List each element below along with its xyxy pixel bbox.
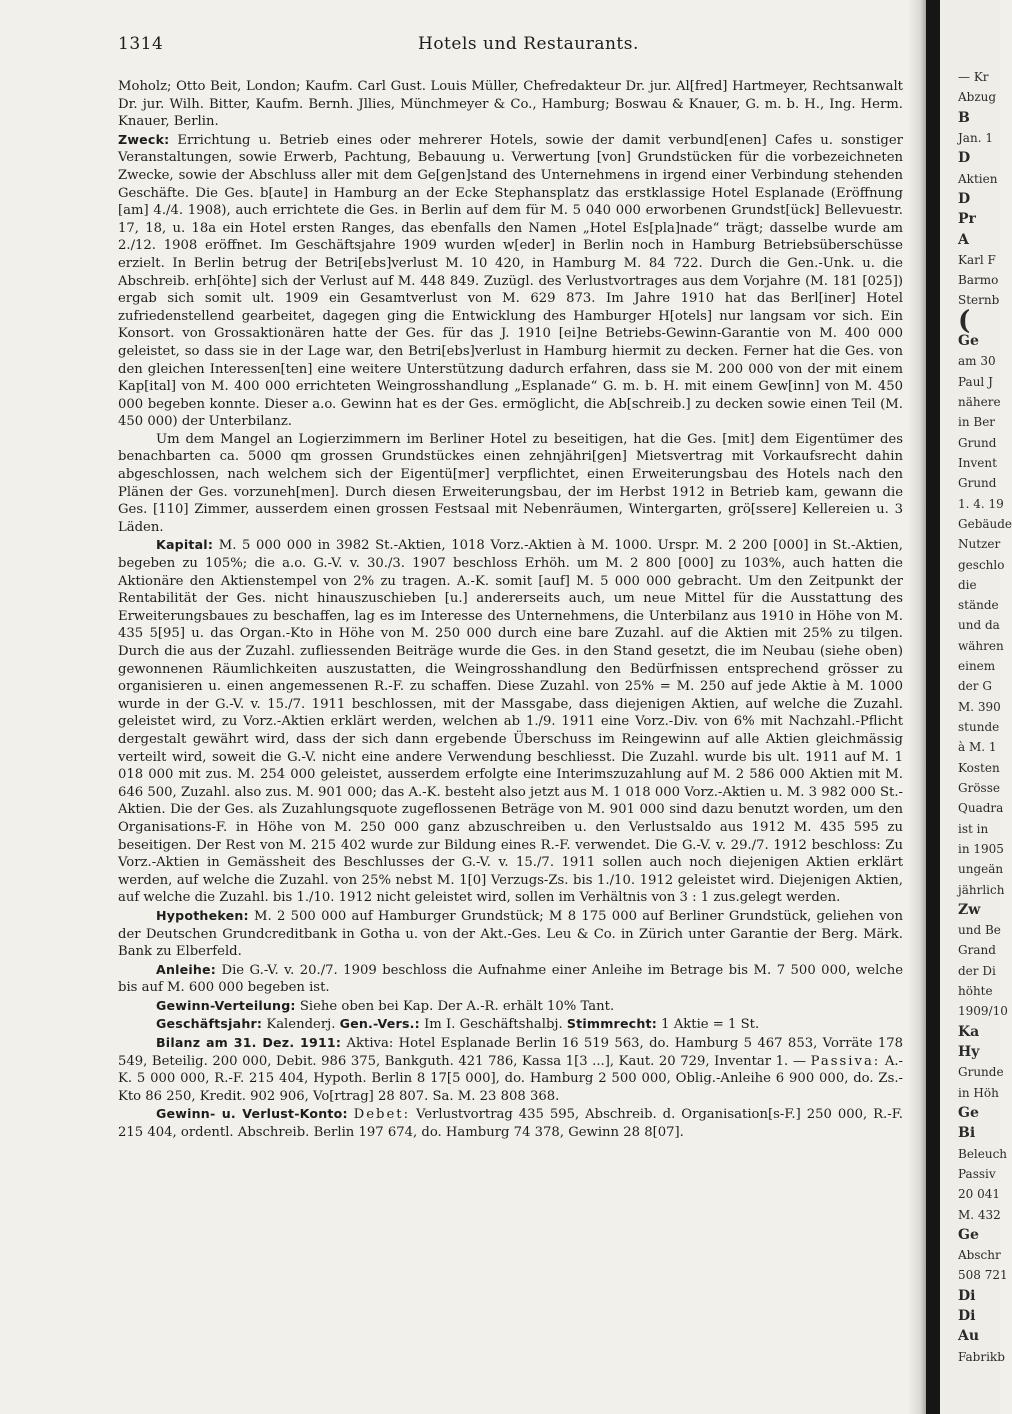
facing-page-fragment: ungeän <box>958 862 1004 876</box>
guv-section <box>118 1105 903 1141</box>
facing-page-fragment: Paul J <box>958 375 993 389</box>
facing-page-fragment: Bi <box>958 1125 976 1141</box>
hypotheken-text: M. 2 500 000 auf Hamburger Grundstück; M 8 175 000 auf Berliner Grundstück, geliehen von der Deutschen Grundcreditbank in Gotha u. von der Akt.-Ges. Leu & Co. in Zürich unter Garantie der Berg. Märk. Bank zu Elberfeld. <box>118 908 903 960</box>
gewinn-verteilung-text: Siehe oben bei Kap. Der A.-R. erhält 10% Tant. <box>299 998 615 1014</box>
facing-page-fragment: à M. 1 <box>958 740 997 754</box>
facing-page-fragment: Sternb <box>958 293 1000 307</box>
facing-page-fragment: Di <box>958 1308 976 1324</box>
gen-vers-text: Im I. Geschäftshalbj. <box>424 1017 563 1033</box>
facing-page-fragment: 1. 4. 19 <box>958 497 1004 511</box>
facing-page-fragment: geschlo <box>958 558 1005 572</box>
facing-page-fragment: stände <box>958 598 999 612</box>
gewinn-verteilung-section <box>118 997 903 1016</box>
facing-page-fragment: Invent <box>958 456 997 470</box>
gewinn-verteilung-label: Gewinn-Verteilung: <box>156 997 296 1013</box>
facing-page-fragment: die <box>958 578 977 592</box>
facing-page-fragment: stunde <box>958 720 1000 734</box>
facing-page-fragment: Grunde <box>958 1065 1004 1079</box>
hypotheken-label: Hypotheken: <box>156 907 249 923</box>
facing-page-fragment: ( <box>958 306 971 336</box>
geschaeftsjahr-label: Geschäftsjahr: <box>156 1016 263 1032</box>
facing-page-fragment: 20 041 <box>958 1187 1000 1201</box>
bilanz-label: Bilanz am 31. Dez. 1911: <box>156 1035 342 1051</box>
page-number: 1314 <box>118 34 164 54</box>
main-text-column <box>118 78 903 1142</box>
facing-page-fragment: Abschr <box>958 1248 1001 1262</box>
zweck-text: Errichtung u. Betrieb eines oder mehrerer Hotels, sowie der damit verbund[enen] Cafes u. sonstiger Veranstaltungen, sowie Erwerb, Pachtung, Bebauung u. Verwertung [von] Grundstücken für die vorbezeichneten Zwecke, sowie der Abschluss aller mit dem Ge[gen]stand des Unternehmens in irgend einer Verbindung stehenden Geschäfte. Die Ges. b[aute] in Hamburg an der Ecke Stephansplatz das erstklassige Hotel Esplanade (Eröffnung [am] 4./4. 1908), auch errichtete die Ges. in Berlin auf dem für M. 5 040 000 erworbenen Grundst[ück] Bellevuestr. 17, 18, u. 18a ein Hotel ersten Ranges, das ebenfalls den Namen „Hotel Es[pla]nade“ trägt; dasselbe wurde am 2./12. 1908 eröffnet. Im Geschäftsjahre 1909 wurden w[eder] in Berlin noch in Hamburg Betriebsüberschüsse erzielt. In Berlin betrug der Betri[ebs]verlust M. 10 420, in Hamburg M. 84 722. Durch die Gen.-Unk. u. die Abschreib. erh[öhte] sich der Verlust auf M. 448 849. Zuzügl. des Verlustvortrages aus dem Vorjahre (M. 181 [025]) ergab sich somit ult. 1909 ein Gesamtverlust von M. 629 873. Im Jahre 1910 hat das Berl[iner] Hotel zufriedenstellend gearbeitet, dagegen ging die Entwicklung des Hamburger H[otels] nur langsam vor sich. Ein Konsort. von Grossaktionären hatte der Ges. für das J. 1910 [ei]ne Betriebs-Gewinn-Garantie von M. 400 000 geleistet, so dass sie in der Lage war, den Betri[ebs]verlust in Hamburg hiermit zu decken. Ferner hat die Ges. von den gleichen Interessen[ten] eine weitere Unterstützung dadurch erfahren, dass sie M. 200 000 von der mit einem Kap[ital] von M. 400 000 errichteten Weingrosshandlung „Esplanade“ G. m. b. H. mit einem Gew[inn] von M. 450 000 begeben konnte. Dieser a.o. Gewinn hat es der Ges. ermöglicht, die Ab[schreib.] zu decken sowie einen Teil (M. 450 000) der Unterbilanz. <box>118 132 903 430</box>
facing-page-fragments <box>940 0 1012 1414</box>
hypotheken-section <box>118 907 903 961</box>
facing-page-fragment: einem <box>958 659 996 673</box>
facing-page-fragment: Ka <box>958 1024 980 1040</box>
facing-page-fragment: Di <box>958 1288 976 1304</box>
facing-page-fragment: und da <box>958 618 1000 632</box>
facing-page-fragment: Zw <box>958 902 981 918</box>
kapital-section <box>118 536 903 906</box>
facing-page-fragment: Beleuch <box>958 1147 1008 1161</box>
facing-page-fragment: M. 432 <box>958 1208 1001 1222</box>
gen-vers-label: Gen.-Vers.: <box>339 1016 420 1032</box>
page-header <box>118 34 908 58</box>
facing-page-fragment: Quadra <box>958 801 1004 815</box>
facing-page-fragment: Nutzer <box>958 537 1001 551</box>
facing-page-fragment: Grand <box>958 943 996 957</box>
facing-page-fragment: M. 390 <box>958 700 1001 714</box>
bilanz-passiva-text: A.-K. 5 000 000, R.-F. 215 404, Hypoth. Berlin 8 17[5 000], do. Hamburg 2 500 000, Oblig.-Anleihe 6 900 000, do. Zs.-Kto 86 250, Kredit. 902 906, Vo[rtrag] 28 807. Sa. M. 23 808 368. <box>118 1053 903 1104</box>
geschaeftsjahr-text: Kalenderj. <box>266 1017 336 1033</box>
facing-page-fragment: in 1905 <box>958 842 1004 856</box>
zweck-section <box>118 131 903 431</box>
stimmrecht-text: 1 Aktie = 1 St. <box>661 1017 760 1033</box>
facing-page-fragment: ist in <box>958 822 989 836</box>
running-title: Hotels und Restaurants. <box>418 34 639 54</box>
facing-page-fragment: Kosten <box>958 761 1000 775</box>
guv-debet-word: Debet: <box>353 1107 411 1123</box>
book-spine-edge <box>926 0 940 1414</box>
anleihe-section <box>118 961 903 997</box>
kapital-label: Kapital: <box>156 537 214 553</box>
guv-label: Gewinn- u. Verlust-Konto: <box>156 1106 348 1122</box>
kapital-text: M. 5 000 000 in 3982 St.-Aktien, 1018 Vorz.-Aktien à M. 1000. Urspr. M. 2 200 [000] in St.-Aktien, begeben zu 105%; die a.o. G.-V. v. 30./3. 1907 beschloss Erhöh. um M. 2 800 [000] zu 103%, auch hatten die Aktionäre den Aktienstempel von 2% zu tragen. A.-K. somit [auf] M. 5 000 000 gebracht. Um den Zeitpunkt der Rentabilität der Ges. nicht hinauszuschieben [u.] andererseits auch, um neue Mittel für die Ausstattung des Erweiterungsbaues zu beschaffen, lag es im Interesse des Unternehmens, die Unterbilanz aus 1910 in Höhe von M. 435 5[95] u. das Organ.-Kto in Höhe von M. 250 000 durch eine bare Zuzahl. auf die Aktien mit 25% zu tilgen. Durch die aus der Zuzahl. zufliessenden Beiträge wurde die Ges. in den Stand gesetzt, die im Neubau (siehe oben) gewonnenen Räumlichkeiten auszustatten, die Weingrosshandlung den Bedürfnissen entsprechend grösser zu organisieren u. einen angemessenen R.-F. zu schaffen. Diese Zuzahl. von 25% = M. 250 auf jede Aktie à M. 1000 wurde in der G.-V. v. 15./7. 1911 beschlossen, mit der Massgabe, dass diejenigen Aktien, auf welche die Zuzahl. geleistet wird, zu Vorz.-Aktien erklärt werden, welchen ab 1./9. 1911 eine Vorz.-Div. von 6% mit Nachzahl.-Pflicht dergestalt gewährt wird, dass der sich dann ergebende Überschuss im Reingewinn auf alle Aktien gleichmässig verteilt wird, soweit die G.-V. nicht eine andere Verwendung beschliesst. Die Zuzahl. wurde bis ult. 1911 auf M. 1 018 000 mit zus. M. 254 000 geleistet, ausserdem erfolgte eine Interimszuzahlung auf M. 2 586 000 Aktien mit M. 646 500, Zuzahl. also zus. M. 901 000; das A.-K. besteht also jetzt aus M. 1 018 000 Vorz.-Aktien u. M. 3 982 000 St.-Aktien. Die der Ges. als Zuzahlungsquote zugeflossenen Beträge von M. 901 000 sind dazu benutzt worden, um den Organisations-F. in Höhe von M. 250 000 ganz abzuschreiben u. den Verlustsaldo aus 1912 M. 435 595 zu beseitigen. Der Rest von M. 215 402 wurde zur Bildung eines R.-F. verwendet. Die G.-V. v. 29./7. 1912 beschloss: Zu Vorz.-Aktien in Gemässheit des Beschlusses der G.-V. v. 15./7. 1911 sollen auch noch diejenigen Aktien erklärt werden, auf welche die Zuzahl. von 25% nebst M. 1[0] Verzugs-Zs. bis 1./10. 1912 geleistet wird. Diejenigen Aktien, auf welche die Zuzahl. bis 1./10. 1912 nicht geleistet wird, sollen im Verhältnis von 3 : 1 zus.gelegt werden. <box>118 538 903 906</box>
facing-page-fragment: Ge <box>958 1105 979 1121</box>
facing-page-fragment: Aktien <box>958 172 998 186</box>
stimmrecht-label: Stimmrecht: <box>566 1016 657 1032</box>
facing-page-fragment: höhte <box>958 984 993 998</box>
facing-page-fragment: der Di <box>958 964 996 978</box>
facing-page-fragment: Gebäude <box>958 517 1012 531</box>
facing-page-fragment: der G <box>958 679 992 693</box>
guv-text: Verlustvortrag 435 595, Abschreib. d. Organisation[s-F.] 250 000, R.-F. 215 404, ordentl. Abschreib. Berlin 197 674, do. Hamburg 74 378, Gewinn 28 8[07]. <box>118 1107 903 1141</box>
bilanz-section <box>118 1034 903 1105</box>
anleihe-label: Anleihe: <box>156 961 217 977</box>
facing-page-fragment: Au <box>958 1328 980 1344</box>
facing-page-fragment: Barmo <box>958 273 999 287</box>
anleihe-text: Die G.-V. v. 20./7. 1909 beschloss die Aufnahme einer Anleihe im Betrage bis M. 7 500 000, welche bis auf M. 600 000 begeben ist. <box>118 962 903 996</box>
facing-page-fragment: Grösse <box>958 781 1000 795</box>
facing-page-fragment: 1909/10 <box>958 1004 1008 1018</box>
facing-page-fragment: — Kr <box>958 70 989 84</box>
bilanz-aktiva-text: Aktiva: Hotel Esplanade Berlin 16 519 563, do. Hamburg 5 467 853, Vorräte 178 549, Beteilig. 200 000, Debit. 986 375, Bankguth. 421 786, Kassa 1[3 ...], Kaut. 20 729, Inventar 1. — <box>118 1036 903 1069</box>
zweck-label: Zweck: <box>118 131 170 147</box>
facing-page-fragment: Jan. 1 <box>958 131 993 145</box>
intro-paragraph: Moholz; Otto Beit, London; Kaufm. Carl Gust. Louis Müller, Chefredakteur Dr. jur. Al[fred] Hartmeyer, Rechtsanwalt Dr. jur. Wilh. Bitter, Kaufm. Bernh. Jllies, Münchmeyer & Co., Hamburg; Boswau & Knauer, G. m. b. H., Ing. Herm. Knauer, Berlin. <box>118 79 903 130</box>
facing-page-fragment: Ge <box>958 1227 979 1243</box>
geschaeftsjahr-line <box>118 1015 903 1034</box>
page-gutter-shadow <box>908 0 926 1414</box>
facing-page-fragment: Passiv <box>958 1167 996 1181</box>
facing-page-fragment: Pr <box>958 211 976 227</box>
facing-page-fragment: A <box>958 232 969 248</box>
extension-paragraph: Um dem Mangel an Logierzimmern im Berliner Hotel zu beseitigen, hat die Ges. [mit] dem Eigentümer des benachbarten ca. 5000 qm grossen Grundstückes einen zehnjähri[gen] Mietsvertrag mit Vorkaufsrecht dahin abgeschlossen, nach welchem sich der Eigentü[mer] verpflichtet, einen Erweiterungsbau des Hotels nach den Plänen der Ges. vorzuneh[men]. Durch diesen Erweiterungsbau, der im Herbst 1912 in Betrieb kam, gewann die Ges. [110] Zimmer, ausserdem einen grossen Festsaal mit Nebenräumen, Wintergarten, grö[ssere] Kellereien u. 3 Läden. <box>118 431 903 535</box>
facing-page-fragment: Grund <box>958 436 997 450</box>
facing-page-fragment: Hy <box>958 1044 980 1060</box>
facing-page-fragment: in Ber <box>958 415 996 429</box>
facing-page-fragment: D <box>958 191 971 207</box>
facing-page-fragment: Ge <box>958 333 979 349</box>
bilanz-passiva-word: Passiva: <box>810 1053 881 1069</box>
facing-page-fragment: und Be <box>958 923 1001 937</box>
facing-page-fragment: Fabrikb <box>958 1350 1005 1364</box>
facing-page-fragment: Karl F <box>958 253 996 267</box>
facing-page-fragment: nähere <box>958 395 1001 409</box>
facing-page-fragment: B <box>958 110 970 126</box>
facing-page-fragment: Grund <box>958 476 997 490</box>
facing-page-fragment: währen <box>958 639 1004 653</box>
facing-page-fragment: Abzug <box>958 90 997 104</box>
facing-page-fragment: am 30 <box>958 354 996 368</box>
facing-page-fragment: in Höh <box>958 1086 999 1100</box>
facing-page-fragment: jährlich <box>958 883 1005 897</box>
facing-page-fragment: 508 721 <box>958 1268 1008 1282</box>
facing-page-fragment: D <box>958 150 971 166</box>
